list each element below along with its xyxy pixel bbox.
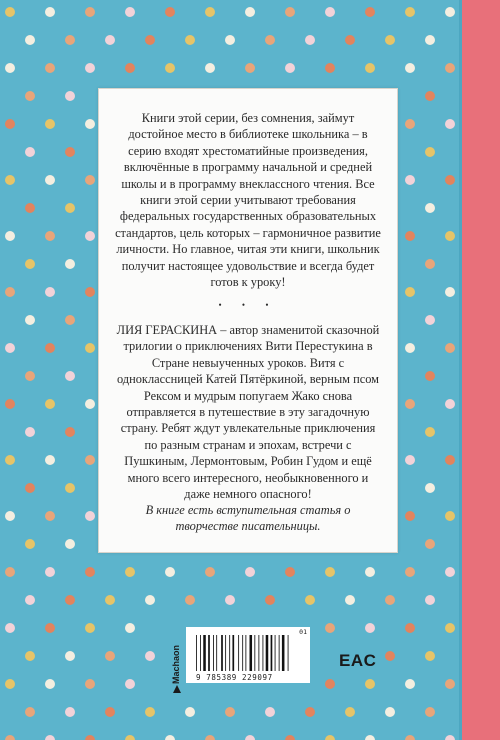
polka-dot	[425, 371, 435, 381]
polka-dot	[445, 455, 455, 465]
polka-dot	[445, 175, 455, 185]
polka-dot	[85, 175, 95, 185]
polka-dot	[405, 567, 415, 577]
barcode-bar	[221, 635, 223, 671]
barcode-bar	[258, 635, 259, 671]
polka-dot	[45, 63, 55, 73]
polka-dot	[185, 707, 195, 717]
polka-dot	[445, 735, 455, 740]
polka-dot	[385, 707, 395, 717]
polka-dot	[205, 63, 215, 73]
polka-dot	[325, 63, 335, 73]
polka-dot	[305, 35, 315, 45]
barcode-bar	[288, 635, 289, 671]
polka-dot	[265, 35, 275, 45]
polka-dot	[85, 7, 95, 17]
barcode-bar	[271, 635, 273, 671]
polka-dot	[365, 567, 375, 577]
polka-dot	[245, 567, 255, 577]
polka-dot	[365, 7, 375, 17]
polka-dot	[5, 623, 15, 633]
barcode-bar	[242, 635, 243, 671]
polka-dot	[45, 399, 55, 409]
polka-dot	[65, 315, 75, 325]
publisher-name: Machaon	[171, 644, 181, 684]
polka-dot	[125, 735, 135, 740]
barcode-bar	[213, 635, 214, 671]
polka-dot	[225, 35, 235, 45]
polka-dot	[405, 287, 415, 297]
polka-dot	[5, 231, 15, 241]
book-spine	[462, 0, 500, 740]
polka-dot	[145, 595, 155, 605]
polka-dot	[325, 679, 335, 689]
polka-dot	[385, 595, 395, 605]
polka-dot	[45, 511, 55, 521]
polka-dot	[65, 707, 75, 717]
polka-dot	[105, 707, 115, 717]
barcode-bar	[203, 635, 206, 671]
polka-dot	[25, 147, 35, 157]
polka-dot	[85, 455, 95, 465]
barcode-bar	[200, 635, 201, 671]
polka-dot	[65, 147, 75, 157]
barcode-bars	[196, 635, 306, 671]
polka-dot	[425, 315, 435, 325]
polka-dot	[325, 623, 335, 633]
polka-dot	[325, 7, 335, 17]
polka-dot	[385, 651, 395, 661]
polka-dot	[345, 707, 355, 717]
polka-dot	[25, 427, 35, 437]
polka-dot	[65, 595, 75, 605]
polka-dot	[45, 455, 55, 465]
polka-dot	[65, 91, 75, 101]
barcode-top-code: 01	[299, 628, 307, 636]
polka-dot	[365, 63, 375, 73]
polka-dot	[5, 735, 15, 740]
polka-dot	[405, 735, 415, 740]
polka-dot	[445, 63, 455, 73]
publisher-logo	[166, 624, 188, 694]
author-description: ЛИЯ ГЕРАСКИНА – автор знаменитой сказочной трилогии о приключениях Вити Перестукина в Стране невыученных уроков. Витя с одноклассницей Катей Пятёркиной, верным псом Рексом и мудрым попугаем Жако снова отправляется в путешествие в эту загадочную страну. Ребят ждут увлекательные приключения по разным странам и эпохам, встречи с Пушкиным, Лермонтовым, Робин Гудом и ещё много всего интересного, необыкновенного и даже немного опасного!	[116, 323, 380, 502]
polka-dot	[85, 119, 95, 129]
polka-dot	[165, 567, 175, 577]
polka-dot	[425, 147, 435, 157]
polka-dot	[325, 567, 335, 577]
polka-dot	[85, 343, 95, 353]
polka-dot	[85, 679, 95, 689]
polka-dot	[405, 455, 415, 465]
polka-dot	[85, 287, 95, 297]
polka-dot	[85, 231, 95, 241]
barcode-bar	[238, 635, 239, 671]
polka-dot	[425, 91, 435, 101]
polka-dot	[5, 511, 15, 521]
polka-dot	[25, 203, 35, 213]
polka-dot	[85, 567, 95, 577]
polka-dot	[445, 231, 455, 241]
polka-dot	[425, 707, 435, 717]
barcode-bar	[245, 635, 246, 671]
polka-dot	[425, 203, 435, 213]
polka-dot	[125, 7, 135, 17]
separator-dots: • • •	[218, 300, 278, 310]
polka-dot	[85, 735, 95, 740]
polka-dot	[45, 343, 55, 353]
polka-dot	[405, 511, 415, 521]
polka-dot	[285, 7, 295, 17]
polka-dot	[405, 63, 415, 73]
polka-dot	[185, 35, 195, 45]
polka-dot	[45, 623, 55, 633]
polka-dot	[225, 595, 235, 605]
polka-dot	[325, 735, 335, 740]
polka-dot	[245, 7, 255, 17]
polka-dot	[45, 287, 55, 297]
polka-dot	[425, 259, 435, 269]
polka-dot	[45, 567, 55, 577]
polka-dot	[445, 399, 455, 409]
polka-dot	[285, 63, 295, 73]
polka-dot	[365, 735, 375, 740]
polka-dot	[85, 511, 95, 521]
publisher-emblem-icon	[172, 684, 182, 694]
polka-dot	[425, 483, 435, 493]
barcode-bar	[254, 635, 255, 671]
polka-dot	[245, 735, 255, 740]
polka-dot	[145, 35, 155, 45]
polka-dot	[405, 343, 415, 353]
polka-dot	[45, 679, 55, 689]
barcode	[186, 627, 310, 683]
polka-dot	[425, 651, 435, 661]
polka-dot	[65, 539, 75, 549]
polka-dot	[25, 259, 35, 269]
polka-dot	[5, 455, 15, 465]
polka-dot	[185, 595, 195, 605]
polka-dot	[165, 63, 175, 73]
polka-dot	[145, 651, 155, 661]
polka-dot	[165, 735, 175, 740]
eac-certification-mark: EAC	[339, 651, 377, 670]
polka-dot	[445, 287, 455, 297]
polka-dot	[445, 511, 455, 521]
polka-dot	[65, 203, 75, 213]
polka-dot	[225, 707, 235, 717]
polka-dot	[265, 595, 275, 605]
polka-dot	[65, 651, 75, 661]
polka-dot	[425, 595, 435, 605]
barcode-bar	[208, 635, 210, 671]
barcode-bar	[232, 635, 234, 671]
polka-dot	[405, 7, 415, 17]
text-panel	[98, 88, 398, 553]
polka-dot	[365, 623, 375, 633]
polka-dot	[205, 567, 215, 577]
polka-dot	[205, 7, 215, 17]
polka-dot	[405, 399, 415, 409]
polka-dot	[45, 7, 55, 17]
barcode-number: 9 785389 229097	[196, 673, 273, 682]
barcode-bar	[266, 635, 269, 671]
polka-dot	[25, 707, 35, 717]
polka-dot	[105, 595, 115, 605]
intro-note: В книге есть вступительная статья о творчестве писательницы.	[145, 503, 351, 534]
polka-dot	[345, 595, 355, 605]
polka-dot	[405, 623, 415, 633]
polka-dot	[445, 623, 455, 633]
polka-dot	[425, 427, 435, 437]
polka-dot	[85, 623, 95, 633]
polka-dot	[105, 651, 115, 661]
polka-dot	[45, 231, 55, 241]
polka-dot	[445, 567, 455, 577]
polka-dot	[125, 623, 135, 633]
barcode-bar	[196, 635, 197, 671]
polka-dot	[85, 399, 95, 409]
polka-dot	[285, 567, 295, 577]
barcode-bar	[282, 635, 285, 671]
polka-dot	[245, 63, 255, 73]
polka-dot	[25, 595, 35, 605]
polka-dot	[85, 63, 95, 73]
polka-dot	[5, 343, 15, 353]
polka-dot	[25, 371, 35, 381]
barcode-bar	[275, 635, 276, 671]
polka-dot	[305, 707, 315, 717]
polka-dot	[405, 175, 415, 185]
polka-dot	[405, 119, 415, 129]
polka-dot	[125, 63, 135, 73]
barcode-bar	[279, 635, 280, 671]
polka-dot	[265, 707, 275, 717]
barcode-bar	[263, 635, 264, 671]
polka-dot	[5, 7, 15, 17]
polka-dot	[385, 35, 395, 45]
polka-dot	[445, 679, 455, 689]
polka-dot	[5, 567, 15, 577]
polka-dot	[5, 399, 15, 409]
polka-dot	[5, 119, 15, 129]
polka-dot	[445, 119, 455, 129]
polka-dot	[5, 287, 15, 297]
polka-dot	[345, 35, 355, 45]
polka-dot	[65, 371, 75, 381]
polka-dot	[25, 539, 35, 549]
polka-dot	[425, 539, 435, 549]
polka-dot	[45, 119, 55, 129]
polka-dot	[285, 735, 295, 740]
polka-dot	[25, 651, 35, 661]
polka-dot	[25, 35, 35, 45]
polka-dot	[25, 91, 35, 101]
polka-dot	[425, 35, 435, 45]
polka-dot	[5, 679, 15, 689]
polka-dot	[445, 7, 455, 17]
polka-dot	[405, 231, 415, 241]
barcode-bar	[225, 635, 226, 671]
polka-dot	[445, 343, 455, 353]
barcode-bar	[250, 635, 253, 671]
polka-dot	[125, 679, 135, 689]
polka-dot	[105, 35, 115, 45]
polka-dot	[165, 7, 175, 17]
barcode-bar	[216, 635, 217, 671]
polka-dot	[305, 595, 315, 605]
polka-dot	[65, 259, 75, 269]
polka-dot	[45, 175, 55, 185]
polka-dot	[65, 483, 75, 493]
barcode-bar	[229, 635, 230, 671]
series-description: Книги этой серии, без сомнения, займут достойное место в библиотеке школьника – в серию входят хрестоматийные произведения, включённые в программу начальной и средней школы и в программу внеклассного чтения. Все книги этой серии учитывают требования федеральных государственных образовательных стандартов, цель которых – гармоничное развитие личности. Но главное, читая эти книги, школьник получит настоящее удовольствие и всегда будет готов к уроку!	[115, 111, 381, 290]
polka-dot	[145, 707, 155, 717]
polka-dot	[205, 735, 215, 740]
polka-dot	[5, 175, 15, 185]
polka-dot	[405, 679, 415, 689]
polka-dot	[5, 63, 15, 73]
polka-dot	[25, 483, 35, 493]
polka-dot	[65, 427, 75, 437]
polka-dot	[45, 735, 55, 740]
polka-dot	[65, 35, 75, 45]
polka-dot	[25, 315, 35, 325]
polka-dot	[125, 567, 135, 577]
polka-dot	[365, 679, 375, 689]
